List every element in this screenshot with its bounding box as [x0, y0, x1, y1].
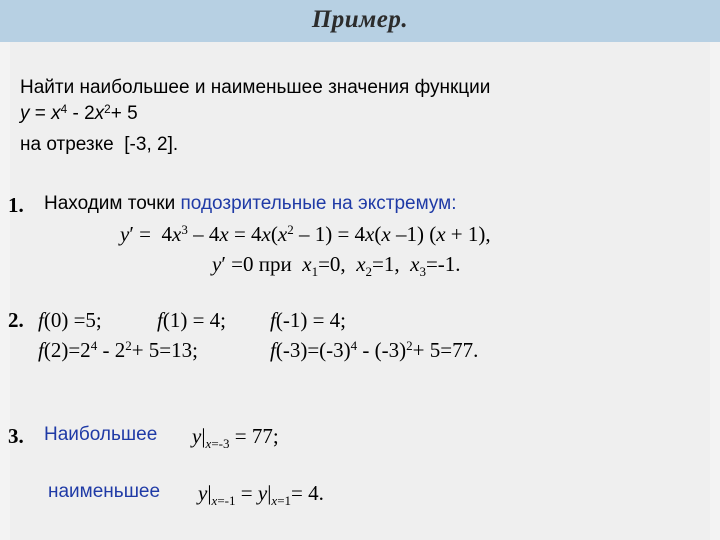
interval-prefix: на отрезке [20, 134, 114, 155]
value-fm1: f(-1) = 4; [270, 308, 347, 332]
step2-number: 2. [8, 308, 24, 332]
interval-value: [-3, 2]. [124, 134, 179, 155]
derivative-equation: $y' = 4x^3 - 4x = 4x(x^2 - 1) = 4x(x$ –1) (x + 1), [120, 221, 491, 246]
problem-interval [20, 134, 178, 156]
min-value: $y|_{x=-1} = y|_{x=1}= 4$. [198, 481, 324, 508]
critical-points: y′ =0 при $x_1=0$, $x_2=1$, $x_3=-1$. [212, 252, 461, 279]
max-value: $y|_{x=-3} = 77$; [192, 424, 279, 451]
step1-number: 1. [8, 193, 24, 217]
value-fm3: $f(-3)=(-3)^4 - (-3)^2+ 5=77$. [270, 337, 479, 362]
value-f0: f(0) =5; [38, 308, 102, 332]
step1-highlight: подозрительные на экстремум: [180, 193, 457, 214]
min-label: наименьшее [48, 481, 161, 502]
max-label: Наибольшее [44, 424, 158, 445]
value-f1: f(1) = 4; [157, 308, 227, 332]
step1-text-before: Находим точки [44, 193, 176, 214]
slide-title: Пример. [311, 6, 409, 33]
value-f2: $f(2)=2^4 - 2^2+ 5=13$; [38, 337, 198, 362]
problem-line1: Найти наибольшее и наименьшее значения функции [20, 77, 491, 98]
step1-text [44, 193, 457, 215]
critical-points-word: при [258, 252, 292, 276]
problem-function: $y = x^4 - 2x^2+ 5$ [20, 102, 138, 124]
step3-number: 3. [8, 424, 24, 448]
